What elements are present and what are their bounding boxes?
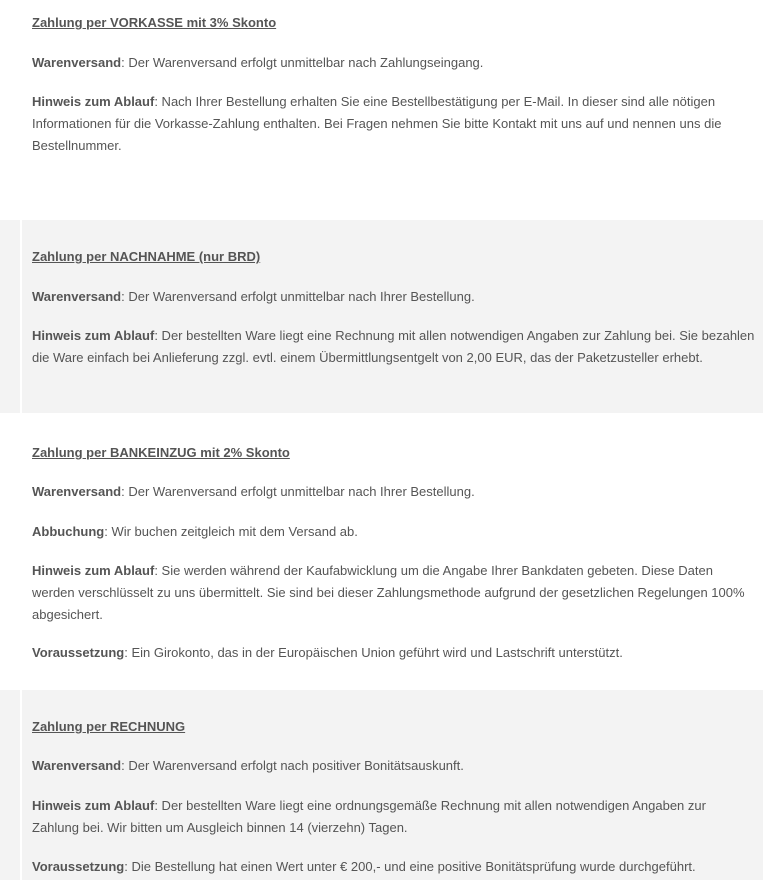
info-row-warenversand — [32, 481, 755, 503]
row-label: Hinweis zum Ablauf — [32, 328, 155, 343]
row-label: Voraussetzung — [32, 859, 125, 874]
info-row-warenversand — [32, 52, 755, 74]
payment-section-nachnahme — [0, 220, 763, 413]
row-separator: : — [154, 328, 158, 343]
info-row-warenversand — [32, 755, 755, 777]
row-text: Nach Ihrer Bestellung erhalten Sie eine Bestellbestätigung per E-Mail. In dieser sind alle nötigen Informationen für die Vorkasse-Zahlung enthalten. Bei Fragen nehmen Sie bitte Kontakt mit uns auf und nennen uns die Bestellnummer. — [32, 94, 722, 153]
payment-section-rechnung — [0, 690, 763, 880]
row-label: Warenversand — [32, 55, 122, 70]
row-text: Der Warenversand erfolgt unmittelbar nach Ihrer Bestellung. — [124, 289, 475, 304]
row-label: Abbuchung — [32, 524, 105, 539]
row-separator: : — [104, 524, 108, 539]
row-separator: : — [121, 55, 125, 70]
row-separator: : — [124, 859, 128, 874]
row-separator: : — [121, 289, 125, 304]
info-row-voraussetzung — [32, 856, 755, 878]
row-text: Der bestellten Ware liegt eine ordnungsgemäße Rechnung mit allen notwendigen Angaben zur Zahlung bei. Wir bitten um Ausgleich binnen 14 (vierzehn) Tagen. — [32, 798, 706, 835]
row-text: Der Warenversand erfolgt unmittelbar nach Zahlungseingang. — [124, 55, 484, 70]
row-separator: : — [121, 758, 125, 773]
info-row-hinweis — [32, 560, 755, 626]
info-row-hinweis — [32, 795, 755, 839]
section-title: Zahlung per VORKASSE mit 3% Skonto — [32, 15, 277, 30]
row-separator: : — [154, 563, 158, 578]
row-separator: : — [124, 645, 128, 660]
info-row-warenversand — [32, 286, 755, 308]
row-text: Die Bestellung hat einen Wert unter € 200,- und eine positive Bonitätsprüfung wurde durchgeführt. — [127, 859, 696, 874]
info-row-voraussetzung — [32, 642, 755, 664]
row-text: Der Warenversand erfolgt unmittelbar nach Ihrer Bestellung. — [124, 484, 475, 499]
row-separator: : — [121, 484, 125, 499]
section-title: Zahlung per NACHNAHME (nur BRD) — [32, 249, 261, 264]
row-label: Warenversand — [32, 758, 122, 773]
row-label: Voraussetzung — [32, 645, 125, 660]
section-title: Zahlung per BANKEINZUG mit 2% Skonto — [32, 445, 290, 460]
info-row-hinweis — [32, 91, 755, 157]
row-label: Hinweis zum Ablauf — [32, 563, 155, 578]
row-text: Der Warenversand erfolgt nach positiver Bonitätsauskunft. — [124, 758, 464, 773]
row-text: Wir buchen zeitgleich mit dem Versand ab. — [107, 524, 358, 539]
info-row-hinweis — [32, 325, 755, 369]
row-separator: : — [154, 94, 158, 109]
row-text: Ein Girokonto, das in der Europäischen Union geführt wird und Lastschrift unterstützt. — [127, 645, 623, 660]
row-label: Hinweis zum Ablauf — [32, 94, 155, 109]
row-text: Sie werden während der Kaufabwicklung um die Angabe Ihrer Bankdaten gebeten. Diese Daten werden verschlüsselt zu uns übermittelt. Sie sind bei dieser Zahlungsmethode aufgrund der gesetzlichen Regelungen 100% abgesichert. — [32, 563, 745, 622]
row-text: Der bestellten Ware liegt eine Rechnung mit allen notwendigen Angaben zur Zahlung bei. Sie bezahlen die Ware einfach bei Anlieferung zzgl. evtl. einem Übermittlungsentgelt von 2,00 EUR, das der Paketzusteller erhebt. — [32, 328, 755, 365]
payment-section-vorkasse — [0, 0, 763, 220]
payment-section-bankeinzug — [0, 413, 763, 690]
row-label: Hinweis zum Ablauf — [32, 798, 155, 813]
row-separator: : — [154, 798, 158, 813]
row-label: Warenversand — [32, 289, 122, 304]
section-title: Zahlung per RECHNUNG — [32, 719, 186, 734]
info-row-abbuchung — [32, 521, 755, 543]
row-label: Warenversand — [32, 484, 122, 499]
